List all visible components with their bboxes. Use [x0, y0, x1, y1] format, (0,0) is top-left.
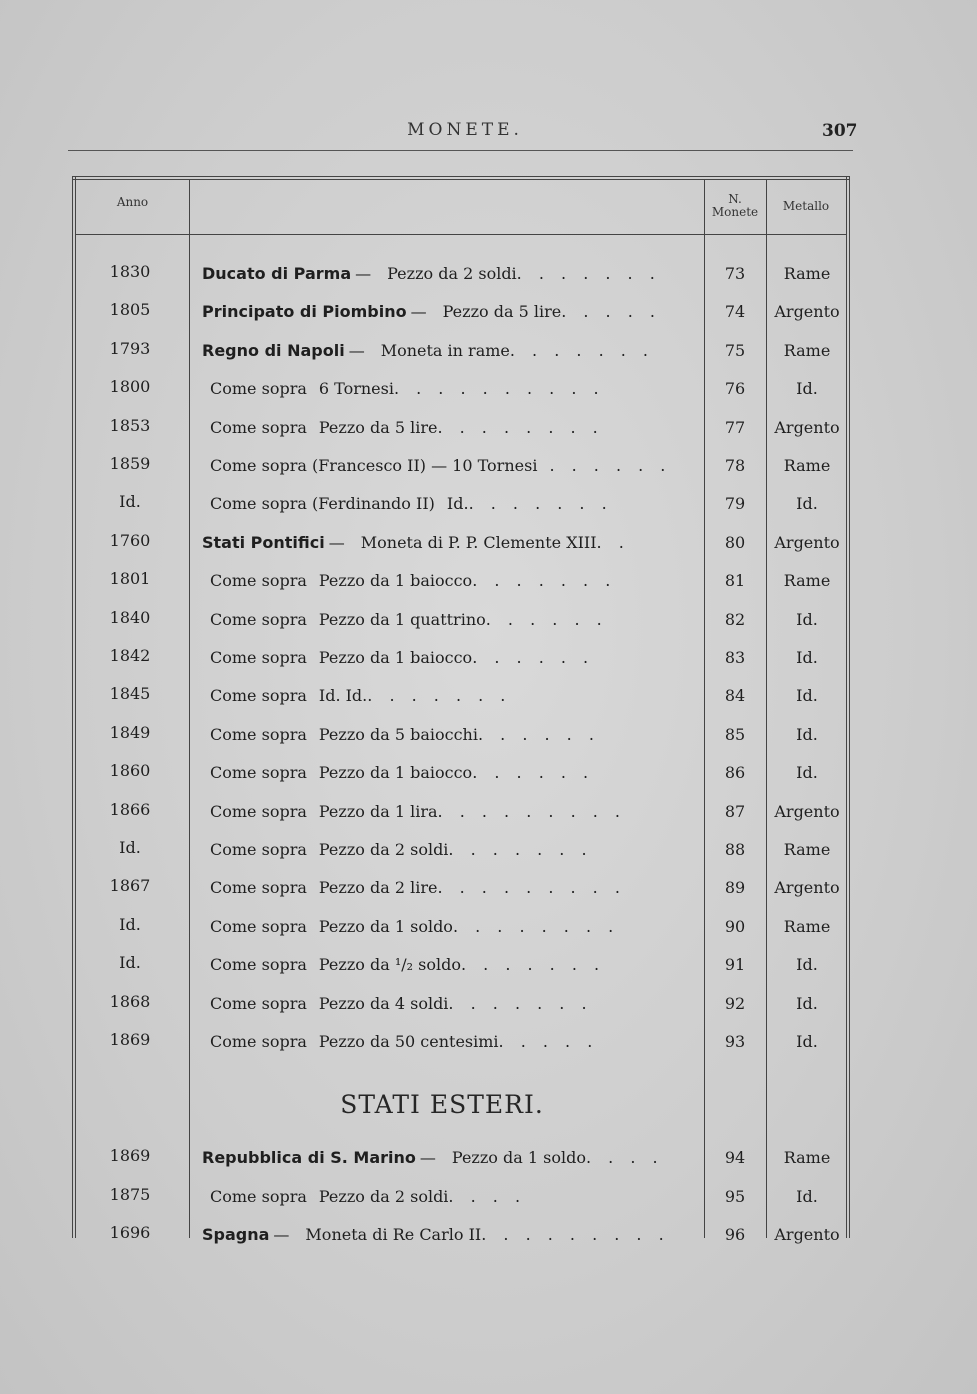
- table-row: [72, 252, 850, 290]
- row-coin-text: Pezzo da 1 baiocco: [318, 648, 473, 667]
- table-row: [72, 329, 850, 367]
- table-row: [72, 406, 850, 444]
- row-leader-dots: . . . . . . .: [472, 571, 617, 591]
- row-description: [202, 494, 697, 513]
- row-metal: Rame: [783, 456, 831, 475]
- row-entity-name: Principato di Piombino: [202, 302, 407, 322]
- row-description: [202, 1032, 697, 1051]
- row-coin-text: Moneta di P. P. Clemente XIII: [360, 532, 597, 552]
- row-year: 1793: [109, 338, 151, 358]
- row-left-text: Come sopra: [210, 1032, 307, 1051]
- table-row: [72, 713, 850, 751]
- row-separator: —: [328, 532, 345, 552]
- row-metal: Argento: [774, 878, 840, 898]
- row-coin-text: 6 Tornesi: [318, 379, 394, 399]
- header-bottom-rule: [76, 234, 846, 235]
- row-year: 1830: [109, 262, 151, 281]
- row-metal: Id.: [796, 1032, 818, 1051]
- row-leader-dots: . . . . . . .: [448, 993, 593, 1013]
- row-metal: Argento: [774, 801, 840, 821]
- row-description: [202, 994, 697, 1013]
- row-leader-dots: . . . . . . . . .: [437, 878, 626, 898]
- table-row: [72, 482, 850, 520]
- row-left-text: Come sopra (Ferdinando II): [210, 494, 435, 514]
- row-left-text: Come sopra: [210, 955, 307, 975]
- row-leader-dots: . . . . . .: [549, 456, 672, 475]
- table-row: [72, 1213, 850, 1251]
- table-row: [72, 1020, 850, 1058]
- row-metal: Id.: [796, 763, 818, 783]
- page-number: 307: [822, 121, 858, 141]
- table-top-rule: [72, 176, 850, 177]
- row-coin-number: 75: [724, 340, 746, 360]
- table-row: [72, 982, 850, 1020]
- row-separator: —: [355, 264, 372, 283]
- row-left-text: Come sopra: [210, 840, 307, 859]
- row-metal: Id.: [796, 724, 818, 744]
- row-year: 1859: [109, 454, 151, 473]
- row-description: [202, 763, 697, 782]
- row-coin-text: Id.: [446, 494, 469, 514]
- row-leader-dots: . . . . . .: [472, 648, 595, 667]
- row-year: 1869: [109, 1030, 151, 1049]
- row-leader-dots: . . . . . . . . .: [481, 1225, 670, 1244]
- row-leader-dots: . . . .: [585, 1148, 664, 1167]
- row-metal: Id.: [796, 648, 818, 667]
- table-row: [72, 367, 850, 405]
- row-description: [202, 917, 697, 936]
- row-coin-number: 91: [724, 955, 746, 975]
- row-entity-name: Stati Pontifici: [202, 532, 325, 552]
- row-coin-number: 74: [724, 302, 746, 322]
- row-coin-number: 82: [724, 609, 746, 629]
- row-description: [202, 341, 697, 360]
- row-year: 1840: [109, 607, 151, 627]
- row-year: 1875: [109, 1184, 151, 1204]
- row-coin-text: Pezzo da 2 lire: [318, 878, 438, 898]
- table-row: [72, 636, 850, 674]
- row-year: 1696: [109, 1223, 151, 1242]
- row-entity-name: Regno di Napoli: [202, 340, 345, 360]
- row-description: [202, 725, 697, 744]
- row-year: 1845: [109, 684, 151, 704]
- row-left-text: Come sopra: [210, 916, 307, 936]
- row-coin-number: 92: [724, 993, 746, 1013]
- row-description: [202, 379, 697, 398]
- row-coin-text: Pezzo da ¹/₂ soldo: [318, 955, 461, 975]
- row-leader-dots: . . . . . . . . . .: [393, 379, 605, 399]
- row-coin-text: Pezzo da 2 soldi: [318, 1186, 449, 1206]
- row-left-text: Come sopra: [210, 609, 307, 629]
- table-row: [72, 290, 850, 328]
- row-leader-dots: . . . . . . .: [448, 840, 593, 859]
- row-left-text: Come sopra (Francesco II) — 10 Tornesi: [210, 456, 538, 475]
- row-left-text: Come sopra: [210, 1186, 307, 1206]
- row-metal: Argento: [774, 302, 840, 322]
- row-metal: Rame: [783, 840, 831, 859]
- row-coin-number: 80: [724, 532, 746, 552]
- row-year: 1869: [109, 1146, 151, 1165]
- row-left-text: Come sopra: [210, 686, 307, 706]
- col-header-metal: Metallo: [782, 199, 830, 213]
- row-coin-text: Pezzo da 1 quattrino: [318, 609, 486, 629]
- table-row: [72, 559, 850, 597]
- row-year: Id.: [119, 492, 141, 512]
- row-description: [202, 802, 697, 821]
- row-coin-number: 90: [724, 916, 746, 936]
- row-coin-number: 85: [724, 724, 746, 744]
- row-metal: Argento: [774, 532, 840, 552]
- row-coin-text: Moneta di Re Carlo II: [305, 1225, 482, 1244]
- row-coin-number: 96: [724, 1225, 746, 1244]
- row-metal: Rame: [783, 340, 831, 360]
- row-coin-number: 88: [724, 840, 746, 859]
- row-metal: Id.: [796, 494, 818, 514]
- row-coin-text: Id. Id.: [318, 686, 368, 706]
- row-coin-text: Pezzo da 5 baiocchi: [318, 724, 478, 744]
- col-header-year: Anno: [116, 195, 149, 209]
- col-header-count: [704, 193, 766, 219]
- row-entity-name: Ducato di Parma: [202, 264, 352, 283]
- row-metal: Rame: [783, 916, 831, 936]
- table-row: [72, 521, 850, 559]
- row-metal: Id.: [796, 955, 818, 975]
- table-row: [72, 790, 850, 828]
- table-row: [72, 751, 850, 789]
- row-metal: Rame: [783, 264, 831, 283]
- row-coin-number: 77: [724, 417, 746, 437]
- table-row: [72, 674, 850, 712]
- row-year: 1805: [109, 300, 151, 320]
- row-coin-text: Pezzo da 1 soldo: [451, 1148, 586, 1167]
- row-coin-number: 76: [724, 379, 746, 399]
- row-left-text: Come sopra: [210, 417, 307, 437]
- section-title: STATI ESTERI.: [340, 1090, 544, 1119]
- row-coin-number: 94: [724, 1148, 746, 1167]
- row-metal: Id.: [796, 1186, 818, 1206]
- row-leader-dots: . . . . . . . . .: [437, 801, 626, 821]
- row-coin-number: 87: [724, 801, 746, 821]
- table-row: [72, 828, 850, 866]
- row-left-text: Come sopra: [210, 571, 307, 591]
- row-metal: Argento: [774, 417, 840, 437]
- row-leader-dots: . . . . . . . .: [437, 417, 604, 437]
- row-year: 1849: [109, 722, 151, 742]
- row-coin-text: Pezzo da 1 soldo: [318, 916, 453, 936]
- row-description: [202, 264, 697, 283]
- row-year: Id.: [119, 953, 141, 973]
- row-left-text: Come sopra: [210, 993, 307, 1013]
- row-coin-number: 78: [724, 456, 746, 475]
- row-leader-dots: . . . . . . .: [367, 686, 512, 706]
- row-description: [202, 1148, 697, 1167]
- row-entity-name: Repubblica di S. Marino: [202, 1148, 416, 1167]
- row-metal: Id.: [796, 609, 818, 629]
- row-leader-dots: . . . . . .: [485, 609, 608, 629]
- row-metal: Id.: [796, 993, 818, 1013]
- col-header-count-line1: N.: [728, 192, 742, 206]
- row-metal: Rame: [783, 1148, 831, 1167]
- row-description: [202, 878, 697, 897]
- running-title: MONETE.: [407, 120, 523, 140]
- row-coin-number: 84: [724, 686, 746, 706]
- row-year: 1760: [109, 530, 151, 550]
- row-coin-number: 79: [724, 494, 746, 514]
- row-metal: Rame: [783, 571, 831, 591]
- row-leader-dots: . . . . . . .: [516, 264, 661, 283]
- row-leader-dots: . . . . .: [561, 302, 661, 322]
- row-coin-text: Pezzo da 1 baiocco: [318, 763, 473, 783]
- row-leader-dots: . . . . . .: [477, 724, 600, 744]
- row-coin-text: Pezzo da 1 baiocco: [318, 571, 473, 591]
- row-description: [202, 648, 697, 667]
- table-row: [72, 943, 850, 981]
- header-rule: [68, 150, 853, 151]
- row-coin-text: Pezzo da 5 lire: [318, 417, 438, 437]
- row-coin-text: Pezzo da 4 soldi: [318, 993, 449, 1013]
- row-coin-text: Moneta in rame: [380, 340, 510, 360]
- row-year: 1868: [109, 991, 151, 1011]
- row-year: 1800: [109, 377, 151, 397]
- row-year: 1842: [109, 646, 151, 665]
- row-coin-number: 83: [724, 648, 746, 667]
- row-metal: Id.: [796, 686, 818, 706]
- row-separator: —: [419, 1148, 436, 1167]
- row-description: [202, 610, 697, 629]
- row-leader-dots: . . . . . . . .: [452, 916, 620, 936]
- row-description: [202, 955, 697, 974]
- row-left-text: Come sopra: [210, 801, 307, 821]
- table-row: [72, 598, 850, 636]
- row-description: [202, 840, 697, 859]
- row-separator: —: [348, 340, 365, 360]
- row-coin-number: 89: [724, 878, 746, 898]
- table-row: [72, 1175, 850, 1213]
- row-description: [202, 1187, 697, 1206]
- row-description: [202, 456, 697, 475]
- row-coin-number: 73: [724, 264, 746, 283]
- row-coin-text: Pezzo da 2 soldi: [387, 264, 517, 283]
- row-left-text: Come sopra: [210, 724, 307, 744]
- row-metal: Id.: [796, 379, 818, 399]
- row-leader-dots: . . . . .: [498, 1032, 599, 1051]
- row-year: Id.: [119, 838, 141, 857]
- row-left-text: Come sopra: [210, 763, 307, 783]
- table-row: [72, 1136, 850, 1174]
- row-leader-dots: . . . . . . .: [509, 340, 654, 360]
- row-year: Id.: [119, 914, 141, 934]
- row-coin-number: 86: [724, 763, 746, 783]
- row-leader-dots: . . . . . . .: [460, 955, 606, 975]
- row-description: [202, 533, 697, 552]
- row-leader-dots: . . . .: [448, 1186, 527, 1206]
- row-description: [202, 571, 697, 590]
- row-coin-text: Pezzo da 50 centesimi: [318, 1032, 499, 1051]
- row-leader-dots: . . . . . . .: [468, 494, 613, 514]
- table-row: [72, 866, 850, 904]
- table-row: [72, 905, 850, 943]
- row-coin-text: Pezzo da 2 soldi: [318, 840, 449, 859]
- row-year: 1867: [109, 876, 151, 896]
- row-coin-text: Pezzo da 5 lire: [442, 302, 562, 322]
- row-leader-dots: . . . . . .: [472, 763, 595, 783]
- col-header-count-line2: Monete: [711, 205, 759, 219]
- row-description: [202, 1225, 697, 1244]
- row-description: [202, 686, 697, 705]
- row-left-text: Come sopra: [210, 878, 307, 898]
- row-left-text: Come sopra: [210, 648, 307, 667]
- table-row: [72, 444, 850, 482]
- row-coin-text: Pezzo da 1 lira: [318, 801, 438, 821]
- row-metal: Argento: [774, 1225, 840, 1244]
- row-description: [202, 418, 697, 437]
- row-year: 1866: [109, 799, 151, 819]
- row-year: 1860: [109, 761, 151, 781]
- row-year: 1801: [109, 569, 151, 589]
- row-description: [202, 302, 697, 321]
- row-entity-name: Spagna: [202, 1225, 270, 1244]
- row-left-text: Come sopra: [210, 379, 307, 399]
- row-coin-number: 93: [724, 1032, 746, 1051]
- row-separator: —: [273, 1225, 290, 1244]
- row-leader-dots: . .: [596, 532, 630, 552]
- row-coin-number: 95: [724, 1186, 746, 1206]
- row-separator: —: [410, 302, 427, 322]
- row-coin-number: 81: [724, 571, 746, 591]
- coins-table: [72, 176, 850, 1244]
- row-year: 1853: [109, 415, 151, 435]
